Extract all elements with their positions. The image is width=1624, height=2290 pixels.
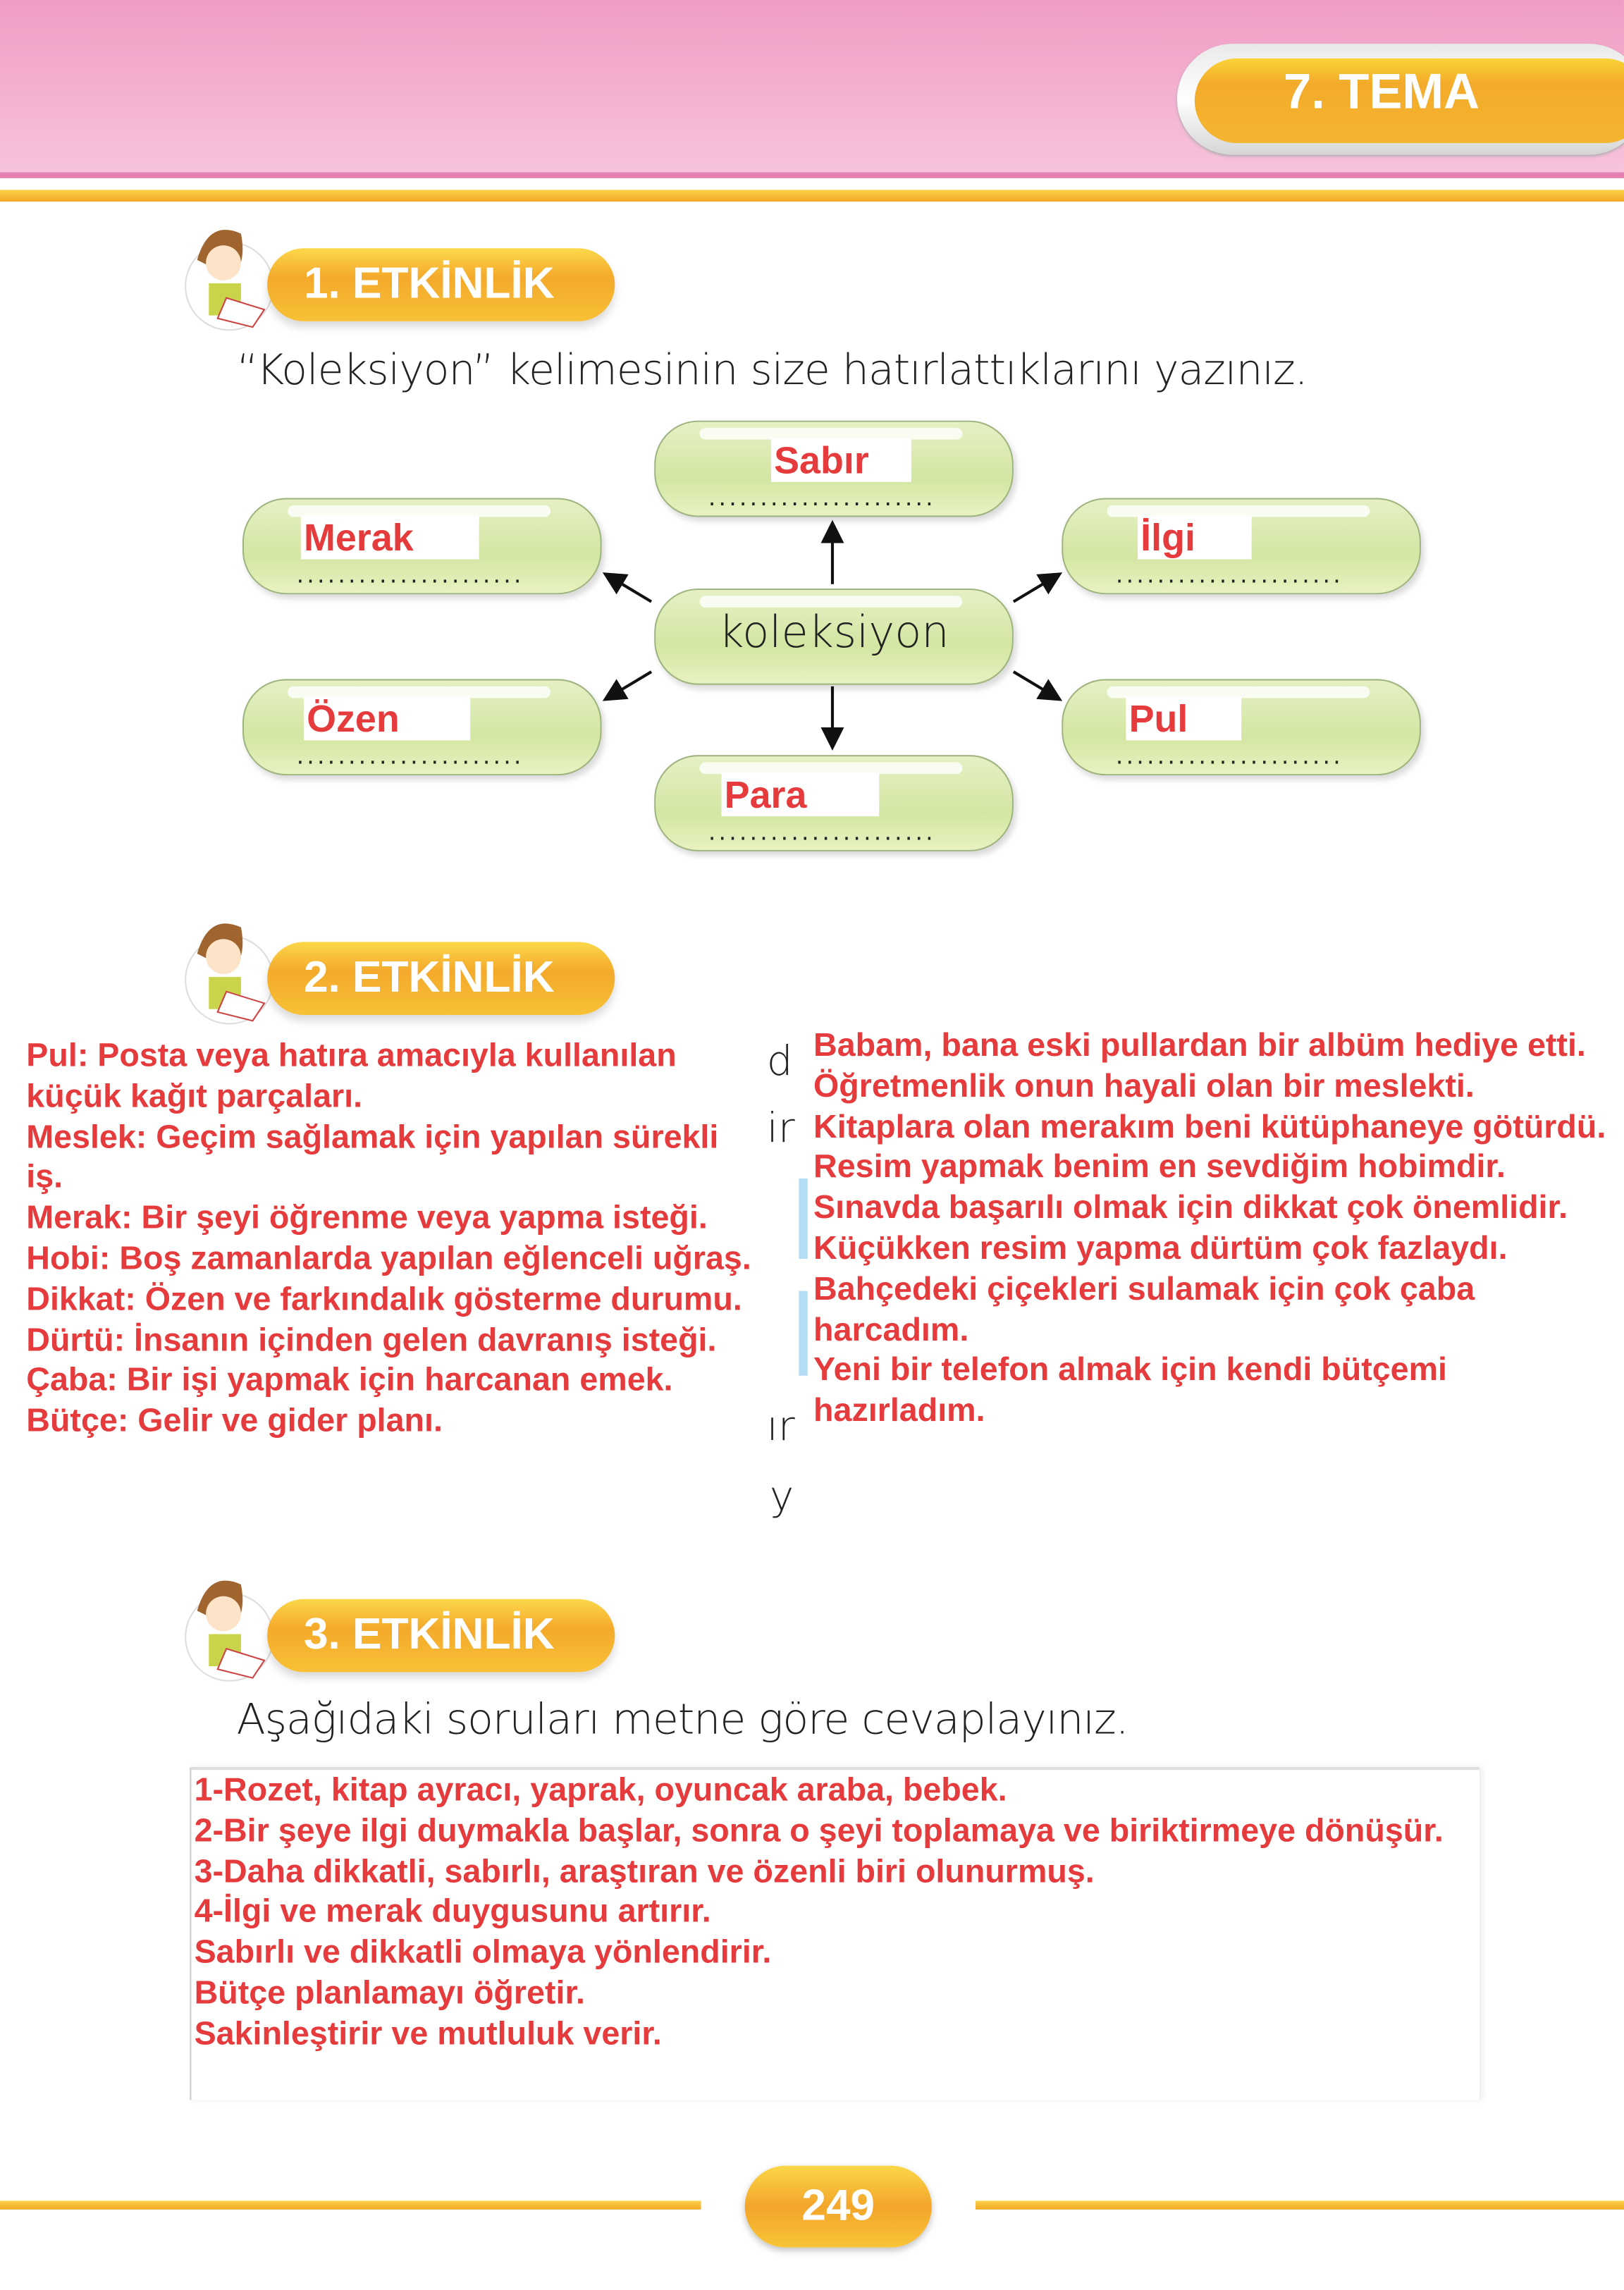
answer-top-left[interactable]: Merak bbox=[301, 515, 479, 559]
sentence-item: Küçükken resim yapma dürtüm çok fazlaydı. bbox=[813, 1229, 1508, 1267]
dotted-line: ...................... bbox=[708, 483, 936, 512]
answer-line: 1-Rozet, kitap ayracı, yaprak, oyuncak araba, bebek. bbox=[194, 1771, 1007, 1809]
sentence-item: Sınavda başarılı olmak için dikkat çok önemlidir. bbox=[813, 1188, 1568, 1226]
center-word: koleksiyon bbox=[718, 607, 949, 659]
arrow-up-right bbox=[1014, 575, 1057, 601]
dotted-line: ...................... bbox=[296, 741, 524, 770]
answers-box[interactable] bbox=[190, 1767, 1479, 2100]
dotted-line: ...................... bbox=[296, 560, 524, 589]
answer-line: Bütçe planlamayı öğretir. bbox=[194, 1974, 585, 2011]
sentence-item: Babam, bana eski pullardan bir albüm hediye etti. bbox=[813, 1026, 1586, 1064]
arrow-down-right bbox=[1014, 672, 1057, 698]
sentences-list bbox=[813, 1025, 1609, 1431]
sentence-item: Kitaplara olan merakım beni kütüphaneye götürdü. bbox=[813, 1107, 1606, 1145]
footer-line-right bbox=[976, 2200, 1624, 2209]
definition-item: Meslek: Geçim sağlamak için yapılan sürekli iş. bbox=[26, 1118, 719, 1195]
answer-bottom[interactable]: Para bbox=[722, 772, 880, 816]
definition-item: Çaba: Bir işi yapmak için harcanan emek. bbox=[26, 1361, 673, 1398]
mind-map-center-node bbox=[654, 589, 1014, 685]
arrow-down-left bbox=[608, 672, 651, 698]
answer-line: 3-Daha dikkatli, sabırlı, araştıran ve özenli biri olunurmuş. bbox=[194, 1852, 1095, 1890]
activity-3-badge bbox=[168, 1596, 620, 1684]
blue-marker bbox=[799, 1291, 807, 1376]
activity-2-badge bbox=[168, 939, 620, 1026]
definition-item: Bütçe: Gelir ve gider planı. bbox=[26, 1402, 443, 1439]
theme-label: 7. TEMA bbox=[1284, 64, 1480, 120]
dotted-line: ...................... bbox=[708, 818, 936, 846]
hidden-text-fragment: y bbox=[769, 1472, 794, 1520]
sentence-item: Bahçedeki çiçekleri sulamak için çok çaba harcadım. bbox=[813, 1270, 1475, 1348]
answer-line: Sakinleştirir ve mutluluk verir. bbox=[194, 2014, 662, 2052]
page-number: 249 bbox=[745, 2166, 932, 2248]
definition-item: Dikkat: Özen ve farkındalık gösterme durumu. bbox=[26, 1280, 742, 1317]
girl-mascot-icon bbox=[168, 910, 282, 1027]
definition-item: Hobi: Boş zamanlarda yapılan eğlenceli uğraş. bbox=[26, 1240, 751, 1276]
sentence-item: Yeni bir telefon almak için kendi bütçemi hazırladım. bbox=[813, 1351, 1447, 1429]
answer-top[interactable]: Sabır bbox=[771, 438, 911, 482]
activity-1-instruction: “Koleksiyon” kelimesinin size hatırlattıklarını yazınız. bbox=[236, 344, 1308, 395]
activity-1-title: 1. ETKİNLİK bbox=[303, 259, 555, 309]
footer-line-left bbox=[0, 2200, 701, 2209]
activity-3-instruction: Aşağıdaki soruları metne göre cevaplayınız. bbox=[236, 1694, 1128, 1744]
answer-top-right[interactable]: İlgi bbox=[1138, 515, 1252, 559]
girl-mascot-icon bbox=[168, 1567, 282, 1684]
definition-item: Pul: Posta veya hatıra amacıyla kullanılan küçük kağıt parçaları. bbox=[26, 1037, 677, 1114]
blue-marker bbox=[799, 1178, 807, 1259]
sentence-item: Öğretmenlik onun hayali olan bir meslekti. bbox=[813, 1067, 1475, 1104]
activity-2-title: 2. ETKİNLİK bbox=[303, 953, 555, 1002]
definitions-list bbox=[26, 1035, 761, 1441]
arrow-up-left bbox=[608, 575, 651, 601]
answer-bottom-right[interactable]: Pul bbox=[1126, 696, 1241, 740]
answer-line: 2-Bir şeye ilgi duymakla başlar, sonra o şeyi toplamaya ve biriktirmeye dönüşür. bbox=[194, 1811, 1444, 1849]
hidden-text-fragment: ır bbox=[766, 1402, 795, 1451]
answer-line: 4-İlgi ve merak duygusunu artırır. bbox=[194, 1892, 711, 1930]
dotted-line: ...................... bbox=[1115, 741, 1343, 770]
answer-bottom-left[interactable]: Özen bbox=[304, 696, 470, 740]
definition-item: Merak: Bir şeyi öğrenme veya yapma isteği. bbox=[26, 1199, 708, 1236]
answer-line: Sabırlı ve dikkatli olmaya yönlendirir. bbox=[194, 1933, 772, 1971]
dotted-line: ...................... bbox=[1115, 560, 1343, 589]
definition-item: Dürtü: İnsanın içinden gelen davranış isteği. bbox=[26, 1321, 717, 1358]
hidden-text-fragment: ir bbox=[766, 1104, 795, 1152]
sentence-item: Resim yapmak benim en sevdiğim hobimdir. bbox=[813, 1148, 1506, 1186]
activity-3-title: 3. ETKİNLİK bbox=[303, 1611, 555, 1659]
hidden-text-fragment: d bbox=[766, 1037, 793, 1085]
